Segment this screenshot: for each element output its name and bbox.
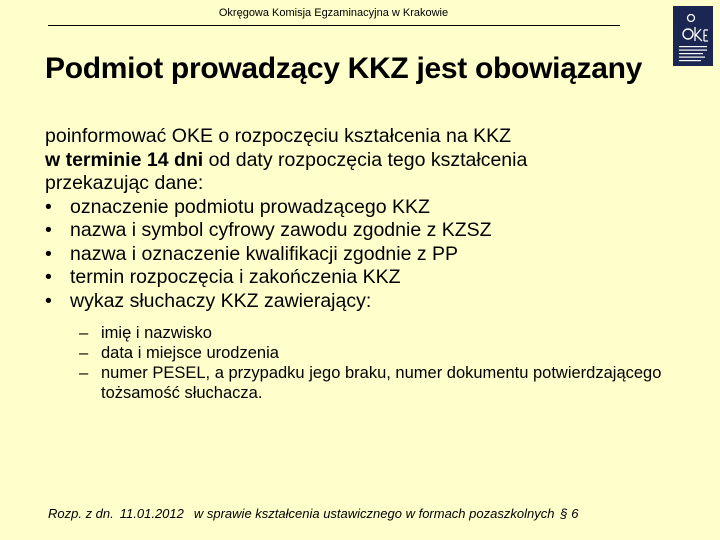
bullet-item — [45, 196, 685, 220]
sub-item-text: numer PESEL, a przypadku jego braku, numer dokumentu potwierdzającego tożsamość słuchacza. — [101, 364, 662, 402]
footer-ref-prefix: Rozp. z dn. — [48, 506, 114, 521]
bullet-icon: • — [45, 195, 52, 218]
data-bullet-list — [45, 196, 685, 314]
dash-icon: – — [79, 364, 89, 382]
sub-item-text: data i miejsce urodzenia — [101, 344, 279, 362]
bullet-text: oznaczenie podmiotu prowadzącego KKZ — [70, 195, 430, 218]
intro-line-1: poinformować OKE o rozpoczęciu kształcenia na KKZ — [45, 125, 512, 147]
intro-line-3: przekazując dane: — [45, 172, 204, 194]
oke-logo-graphic — [673, 6, 713, 66]
deadline-emphasis: w terminie 14 dni — [45, 148, 204, 171]
slide-content — [45, 125, 685, 403]
bullet-item — [45, 243, 685, 267]
sub-item — [79, 343, 685, 363]
bullet-icon: • — [45, 219, 52, 241]
dash-icon: – — [79, 344, 89, 362]
footer-ref-title: w sprawie kształcenia ustawicznego w formach pozaszkolnych — [193, 506, 555, 521]
oke-logo-icon — [673, 6, 713, 66]
sub-item-text: imię i nazwisko — [101, 324, 212, 342]
intro-line-2 — [45, 149, 685, 173]
bullet-icon: • — [45, 266, 52, 288]
bullet-item — [45, 266, 685, 290]
sub-item — [79, 323, 685, 343]
bullet-text: wykaz słuchaczy KKZ zawierający: — [70, 289, 372, 312]
intro-line-2-rest: od daty rozpoczęcia tego kształcenia — [203, 148, 528, 171]
header-divider — [48, 25, 620, 26]
bullet-icon: • — [45, 242, 52, 265]
page-title: Podmiot prowadzący KKZ jest obowiązany — [45, 52, 643, 85]
footer-ref-section: § 6 — [560, 506, 579, 521]
footer-ref-date: 11.01.2012 — [119, 506, 184, 521]
bullet-item — [45, 290, 685, 314]
bullet-icon: • — [45, 289, 52, 312]
bullet-text: termin rozpoczęcia i zakończenia KKZ — [70, 266, 401, 288]
regulation-reference — [48, 506, 579, 522]
sub-item — [79, 363, 685, 403]
bullet-text: nazwa i symbol cyfrowy zawodu zgodnie z KZSZ — [70, 219, 492, 241]
bullet-item — [45, 219, 685, 243]
student-data-sublist — [45, 323, 685, 403]
dash-icon: – — [79, 324, 89, 342]
header-org-name: Okręgowa Komisja Egzaminacyjna w Krakowie — [218, 7, 449, 19]
bullet-text: nazwa i oznaczenie kwalifikacji zgodnie z PP — [70, 242, 459, 265]
